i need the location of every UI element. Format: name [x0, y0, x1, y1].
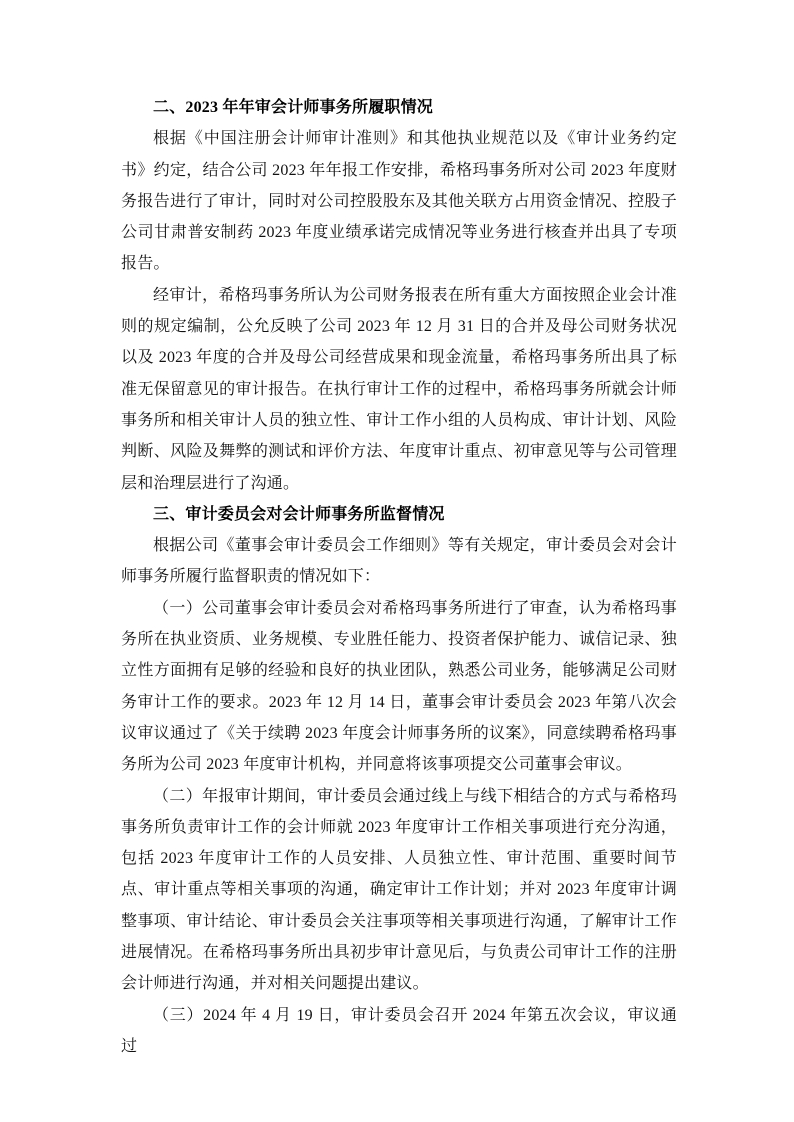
body-paragraph: 经审计，希格玛事务所认为公司财务报表在所有重大方面按照企业会计准则的规定编制，公允反映了公司 2023 年 12 月 31 日的合并及母公司财务状况以及 2023 年度的合并及母公司经营成果和现金流量，希格玛事务所出具了标准无保留意见的审计报告。在执行审计工作的过程中，希格玛事务所就会计师事务所和相关审计人员的独立性、审计工作小组的人员构成、审计计划、风险判断、风险及舞弊的测试和评价方法、年度审计重点、初审意见等与公司管理层和治理层进行了沟通。	[121, 286, 677, 492]
body-paragraph: （一）公司董事会审计委员会对希格玛事务所进行了审查，认为希格玛事务所在执业资质、业务规模、专业胜任能力、投资者保护能力、诚信记录、独立性方面拥有足够的经验和良好的执业团队，熟悉公司业务，能够满足公司财务审计工作的要求。2023 年 12 月 14 日，董事会审计委员会 2023 年第八次会议审议通过了《关于续聘 2023 年度会计师事务所的议案》，同意续聘希格玛事务所为公司 2023 年度审计机构，并同意将该事项提交公司董事会审议。	[121, 599, 677, 774]
section-heading-audit-committee-supervision: 三、审计委员会对会计师事务所监督情况	[153, 505, 445, 523]
body-paragraph: 根据公司《董事会审计委员会工作细则》等有关规定，审计委员会对会计师事务所履行监督职责的情况如下：	[121, 537, 677, 586]
body-paragraph: （三）2024 年 4 月 19 日，审计委员会召开 2024 年第五次会议，审议通过	[121, 1006, 677, 1055]
body-paragraph: 根据《中国注册会计师审计准则》和其他执业规范以及《审计业务约定书》约定，结合公司 2023 年年报工作安排，希格玛事务所对公司 2023 年度财务报告进行了审计，同时对公司控股股东及其他关联方占用资金情况、控股子公司甘肃普安制药 2023 年度业绩承诺完成情况等业务进行核查并出具了专项报告。	[121, 130, 677, 273]
section-heading-audit-firm-performance: 二、2023 年年审会计师事务所履职情况	[153, 99, 434, 116]
body-paragraph: （二）年报审计期间，审计委员会通过线上与线下相结合的方式与希格玛事务所负责审计工作的会计师就 2023 年度审计工作相关事项进行充分沟通，包括 2023 年度审计工作的人员安排、人员独立性、审计范围、重要时间节点、审计重点等相关事项的沟通，确定审计工作计划；并对 2023 年度审计调整事项、审计结论、审计委员会关注事项等相关事项进行沟通，了解审计工作进展情况。在希格玛事务所出具初步审计意见后，与负责公司审计工作的注册会计师进行沟通，并对相关问题提出建议。	[121, 787, 677, 993]
section-audit-firm-performance	[121, 92, 677, 499]
section-audit-committee-supervision	[121, 499, 677, 1062]
